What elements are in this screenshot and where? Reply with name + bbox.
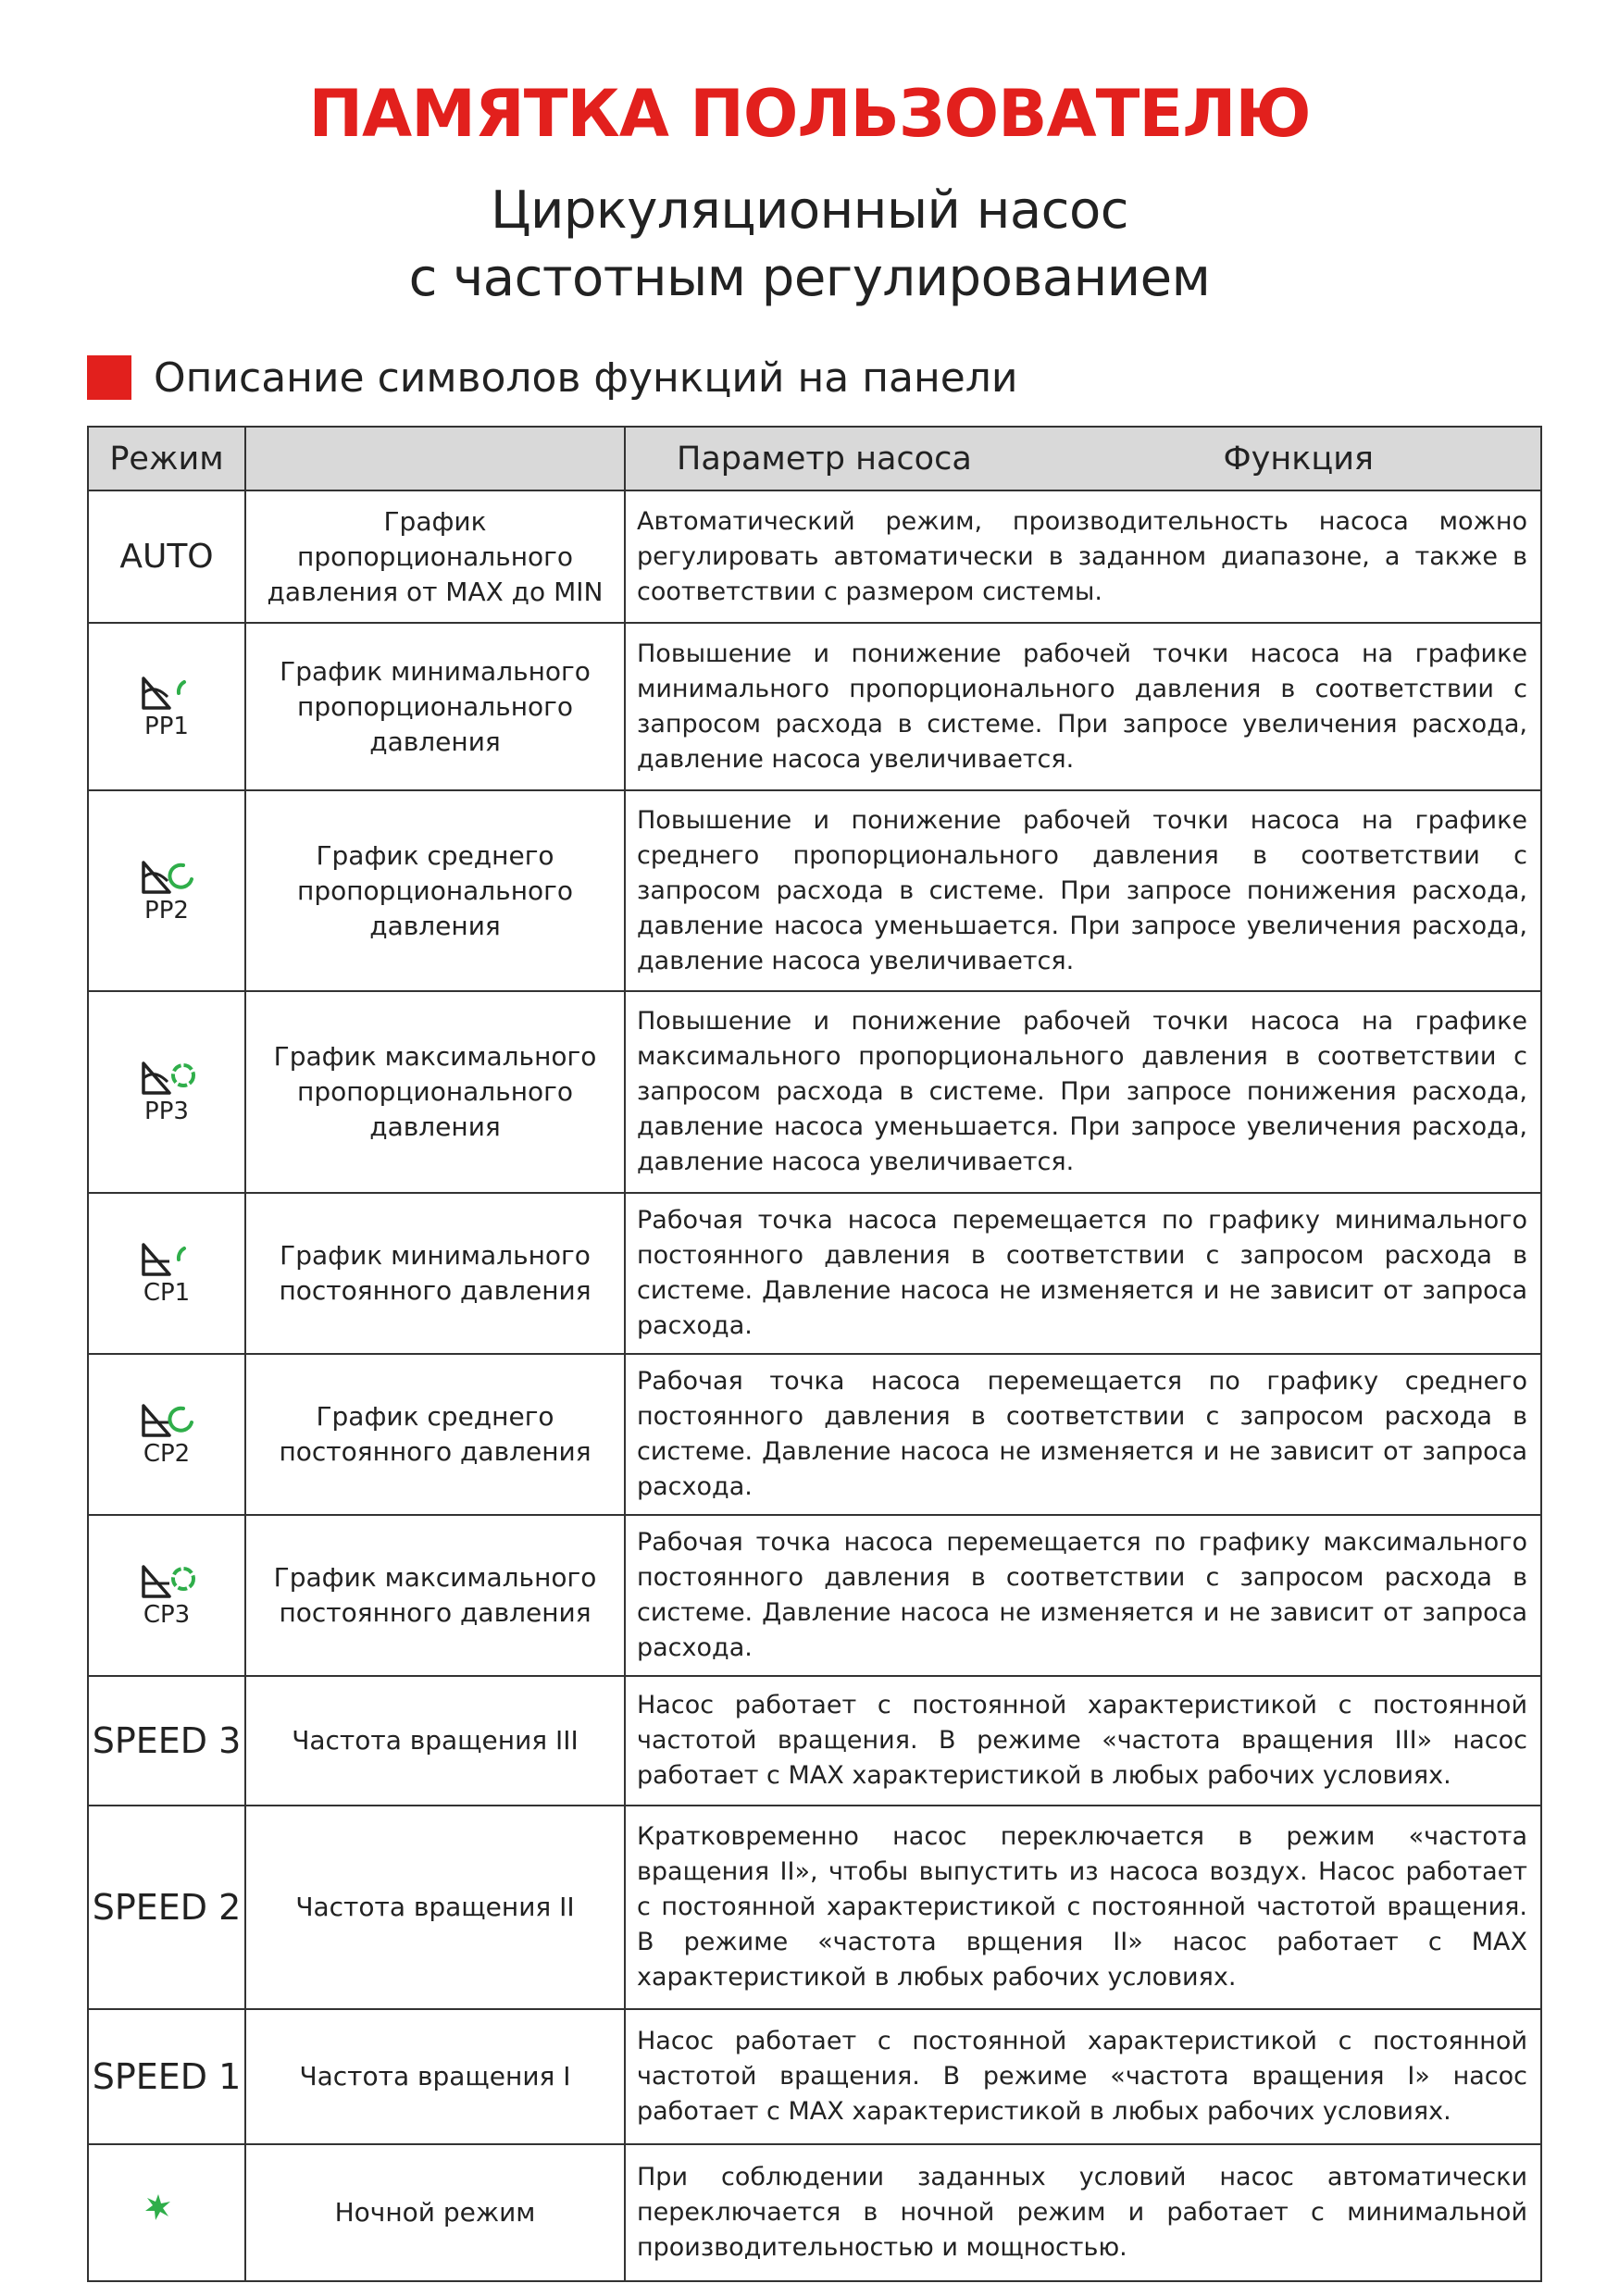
mode-label: AUTO <box>119 538 214 576</box>
mode-cell <box>88 490 245 623</box>
section-heading <box>87 354 1018 401</box>
table-row <box>88 2009 1541 2144</box>
mode-cell <box>88 2144 245 2281</box>
mode-label: SPEED 2 <box>92 1887 242 1928</box>
function-cell: Рабочая точка насоса перемещается по графику минимального постоянного давления в соответствии с запросом расхода в системе. Давление насоса не изменяется и не зависит от запроса расхода. <box>625 1193 1541 1354</box>
table-row <box>88 1515 1541 1676</box>
subtitle-line-2: с частотным регулированием <box>408 248 1211 308</box>
function-cell: Автоматический режим, производительность насоса можно регулировать автоматически в заданном диапазоне, а также в соответствии с размером системы. <box>625 490 1541 623</box>
function-cell: Рабочая точка насоса перемещается по графику среднего постоянного давления в соответствии с запросом расхода в системе. Давление насоса не изменяется и не зависит от запроса расхода. <box>625 1354 1541 1515</box>
table-row <box>88 1806 1541 2009</box>
table-header-row <box>88 427 1541 490</box>
constant-pressure-medium-icon <box>138 1402 195 1439</box>
functions-table <box>87 426 1542 2282</box>
mode-cell <box>88 1806 245 2009</box>
table-row <box>88 2144 1541 2281</box>
table-row <box>88 1676 1541 1806</box>
mode-cell <box>88 1676 245 1806</box>
parameter-cell: График среднего постоянного давления <box>245 1354 625 1515</box>
page-title: ПАМЯТКА ПОЛЬЗОВАТЕЛЮ <box>308 76 1311 152</box>
parameter-cell: График минимального пропорционального давления <box>245 623 625 790</box>
mode-cell <box>88 790 245 991</box>
header-parameter-function <box>625 427 1541 490</box>
proportional-pressure-min-icon <box>138 675 195 712</box>
header-mode: Режим <box>88 427 245 490</box>
mode-cell <box>88 1515 245 1676</box>
section-title: Описание символов функций на панели <box>154 354 1018 402</box>
section-marker-square <box>87 355 131 400</box>
header-blank <box>245 427 625 490</box>
mode-label: PP3 <box>144 1098 189 1125</box>
table-row <box>88 790 1541 991</box>
function-cell: Насос работает с постоянной характеристикой с постоянной частотой вращения. В режиме «частота вращения I» насос работает с MAX характеристикой в любых рабочих условиях. <box>625 2009 1541 2144</box>
function-cell: Повышение и понижение рабочей точки насоса на графике среднего пропорционального давления в соответствии с запросом расхода в системе. При запросе понижения расхода, давление насоса уменьшается. При запросе увеличения расхода, давление насоса увеличивается. <box>625 790 1541 991</box>
mode-cell <box>88 623 245 790</box>
mode-label: CP1 <box>143 1279 191 1307</box>
header-parameter: Параметр насоса <box>677 440 972 478</box>
mode-cell <box>88 1354 245 1515</box>
constant-pressure-min-icon <box>138 1241 195 1278</box>
mode-cell <box>88 991 245 1193</box>
function-cell: Кратковременно насос переключается в режим «частота вращения II», чтобы выпустить из насоса воздух. Насос работает с постоянной характеристикой с постоянной частотой вращения. В режиме «частота врщения II» насос работает с MAX характеристикой в любых рабочих условиях. <box>625 1806 1541 2009</box>
parameter-cell: График пропорционального давления от MAX до MIN <box>245 490 625 623</box>
proportional-pressure-medium-icon <box>138 859 195 896</box>
mode-label: PP1 <box>144 712 189 740</box>
parameter-cell: Частота вращения I <box>245 2009 625 2144</box>
parameter-cell: График максимального постоянного давления <box>245 1515 625 1676</box>
mode-cell <box>88 1193 245 1354</box>
mode-cell <box>88 2009 245 2144</box>
table-row <box>88 1193 1541 1354</box>
function-cell: При соблюдении заданных условий насос автоматически переключается в ночной режим и работает с минимальной производительностью и мощностью. <box>625 2144 1541 2281</box>
parameter-cell: Ночной режим <box>245 2144 625 2281</box>
function-cell: Рабочая точка насоса перемещается по графику максимального постоянного давления в соответствии с запросом расхода в системе. Давление насоса не изменяется и не зависит от запроса расхода. <box>625 1515 1541 1676</box>
table-row <box>88 623 1541 790</box>
mode-label: SPEED 3 <box>92 1720 242 1761</box>
table-row <box>88 490 1541 623</box>
mode-label: CP3 <box>143 1601 191 1629</box>
table-row <box>88 1354 1541 1515</box>
mode-label: SPEED 1 <box>92 2056 242 2097</box>
header-function: Функция <box>1223 440 1374 478</box>
parameter-cell: График среднего пропорционального давления <box>245 790 625 991</box>
constant-pressure-max-icon <box>138 1563 195 1600</box>
parameter-cell: График максимального пропорционального давления <box>245 991 625 1193</box>
proportional-pressure-max-icon <box>138 1060 195 1097</box>
parameter-cell: Частота вращения II <box>245 1806 625 2009</box>
parameter-cell: График минимального постоянного давления <box>245 1193 625 1354</box>
table-row <box>88 991 1541 1193</box>
mode-label: PP2 <box>144 896 189 925</box>
subtitle-line-1: Циркуляционный насос <box>490 180 1129 241</box>
function-cell: Насос работает с постоянной характеристикой с постоянной частотой вращения. В режиме «частота вращения III» насос работает с MAX характеристикой в любых рабочих условиях. <box>625 1676 1541 1806</box>
parameter-cell: Частота вращения III <box>245 1676 625 1806</box>
function-cell: Повышение и понижение рабочей точки насоса на графике максимального пропорционального давления в соответствии с запросом расхода в системе. При запросе понижения расхода, давление насоса уменьшается. При запросе увеличения расхода, давление насоса увеличивается. <box>625 991 1541 1193</box>
mode-label: CP2 <box>143 1440 191 1468</box>
night-mode-icon <box>136 2183 197 2235</box>
function-cell: Повышение и понижение рабочей точки насоса на графике минимального пропорционального давления в соответствии с запросом расхода в системе. При запросе увеличения расхода, давление насоса увеличивается. <box>625 623 1541 790</box>
